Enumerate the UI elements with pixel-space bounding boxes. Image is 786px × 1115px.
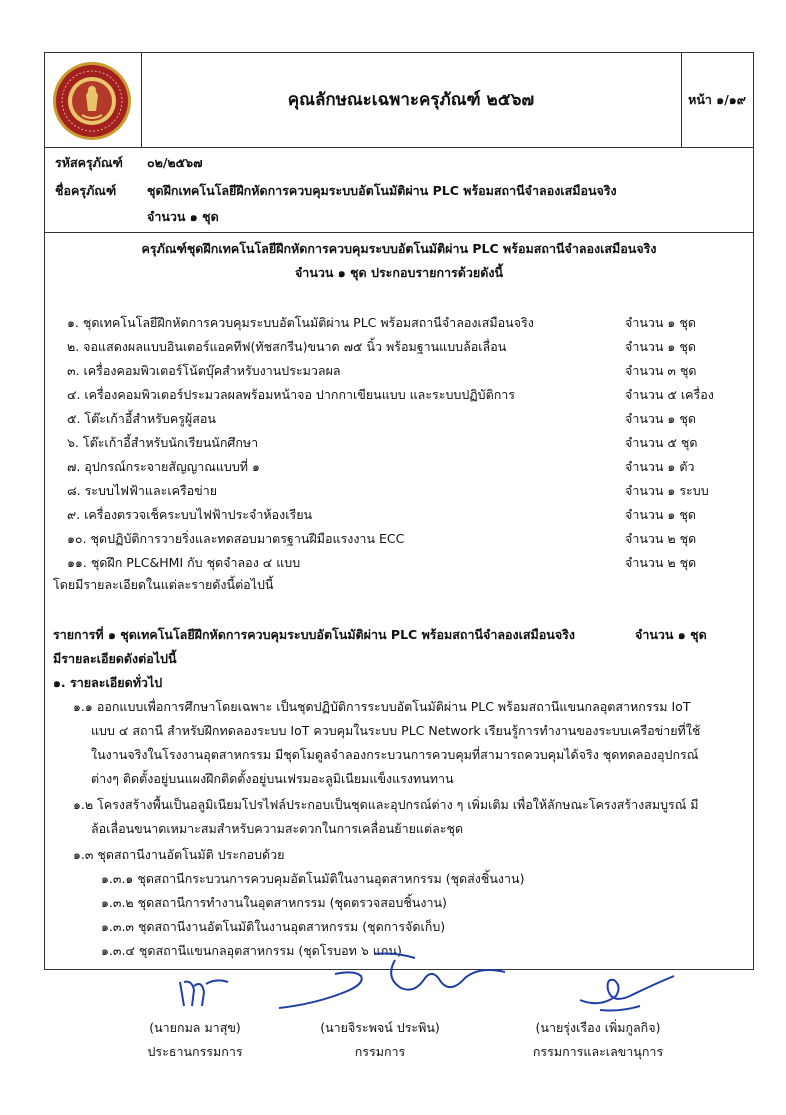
- intro-line-2: จำนวน ๑ ชุด ประกอบรายการด้วยดังนี้: [294, 265, 503, 280]
- intro-line-1: ครุภัณฑ์ชุดฝึกเทคโนโลยีฝึกหัดการควบคุมระบบอัตโนมัติผ่าน PLC พร้อมสถานีจำลองเสมือนจริง: [141, 241, 657, 256]
- section-heading: รายการที่ ๑ ชุดเทคโนโลยีฝึกหัดการควบคุมระบบอัตโนมัติผ่าน PLC พร้อมสถานีจำลองเสมือนจริง: [53, 627, 575, 642]
- sub-list-item: ๑.๓.๒ ชุดสถานีการทำงานในอุตสาหกรรม (ชุดตรวจสอบชิ้นงาน): [101, 895, 447, 910]
- paragraph-line: ในงานจริงในโรงงานอุตสาหกรรม มีชุดโมดูลจำลองกระบวนการควบคุมที่สามารถควบคุมได้จริง ชุดทดลองอุปกรณ์: [91, 747, 699, 762]
- list-item-qty: จำนวน ๑ ชุด: [625, 315, 696, 330]
- list-item-qty: จำนวน ๑ ชุด: [625, 507, 696, 522]
- list-item: ๑๑. ชุดฝึก PLC&HMI กับ ชุดจำลอง ๔ แบบ: [67, 555, 301, 570]
- sub-list-item: ๑.๓.๔ ชุดสถานีแขนกลอุตสาหกรรม (ชุดโรบอท ๖ แกน): [101, 943, 402, 958]
- signatory-1-role: ประธานกรรมการ: [147, 1044, 243, 1059]
- list-item: ๙. เครื่องตรวจเช็คระบบไฟฟ้าประจำห้องเรียน: [67, 507, 313, 522]
- items-footer: โดยมีรายละเอียดในแต่ละรายดังนี้ต่อไปนี้: [53, 577, 274, 592]
- section-subheading: มีรายละเอียดดังต่อไปนี้: [53, 651, 177, 666]
- list-item-qty: จำนวน ๕ เครื่อง: [625, 387, 714, 402]
- code-value: ๐๒/๒๕๖๗: [147, 155, 203, 170]
- code-label: รหัสครุภัณฑ์: [55, 155, 123, 170]
- list-item-qty: จำนวน ๑ ระบบ: [625, 483, 709, 498]
- page-number: หน้า ๑/๑๙: [688, 92, 746, 107]
- list-item-qty: จำนวน ๑ ชุด: [625, 411, 696, 426]
- paragraph-line: ๑.๓ ชุดสถานีงานอัตโนมัติ ประกอบด้วย: [73, 847, 285, 862]
- document-frame: [44, 52, 754, 970]
- general-details-heading: ๑. รายละเอียดทั่วไป: [53, 675, 163, 690]
- paragraph-line: ๑.๑ ออกแบบเพื่อการศึกษาโดยเฉพาะ เป็นชุดปฏิบัติการระบบอัตโนมัติผ่าน PLC พร้อมสถานีแขนกลอุตสาหกรรม IoT: [73, 699, 691, 714]
- list-item: ๕. โต๊ะเก้าอี้สำหรับครูผู้สอน: [67, 411, 216, 426]
- paragraph-line: ๑.๒ โครงสร้างพื้นเป็นอลูมิเนียมโปรไฟล์ประกอบเป็นชุดและอุปกรณ์ต่าง ๆ เพิ่มเติม เพื่อให้ลักษณะโครงสร้างสมบูรณ์ มี: [73, 797, 699, 812]
- paragraph-line: แบบ ๔ สถานี สำหรับฝึกทดลองระบบ IoT ควบคุมในระบบ PLC Network เรียนรู้การทำงานของระบบเครือข่ายที่ใช้: [91, 723, 701, 738]
- list-item-qty: จำนวน ๕ ชุด: [625, 435, 698, 450]
- list-item: ๔. เครื่องคอมพิวเตอร์ประมวลผลพร้อมหน้าจอ ปากกาเขียนแบบ และระบบปฏิบัติการ: [67, 387, 516, 402]
- list-item: ๑๐. ชุดปฏิบัติการวายริ่งและทดสอบมาตรฐานฝีมือแรงงาน ECC: [67, 531, 405, 546]
- section-heading-qty: จำนวน ๑ ชุด: [635, 627, 707, 642]
- name-label: ชื่อครุภัณฑ์: [55, 183, 117, 198]
- signatory-1-name: (นายกมล มาสุข): [149, 1020, 241, 1035]
- signatory-3-role: กรรมการและเลขานุการ: [532, 1044, 664, 1059]
- signature-3: [570, 966, 680, 1016]
- list-item: ๒. จอแสดงผลแบบอินเตอร์แอคทีฟ(ทัชสกรีน)ขนาด ๗๕ นิ้ว พร้อมฐานแบบล้อเลื่อน: [67, 339, 507, 354]
- paragraph-line: ล้อเลื่อนขนาดเหมาะสมสำหรับความสะดวกในการเคลื่อนย้ายแต่ละชุด: [91, 821, 464, 836]
- signature-2: [275, 948, 515, 1018]
- sub-list-item: ๑.๓.๓ ชุดสถานีงานอัตโนมัติในงานอุตสาหกรรม (ชุดการจัดเก็บ): [101, 919, 446, 934]
- signature-1: [170, 972, 270, 1012]
- signatory-3-name: (นายรุ่งเรือง เพิ่มกูลกิจ): [535, 1020, 661, 1035]
- list-item: ๑. ชุดเทคโนโลยีฝึกหัดการควบคุมระบบอัตโนมัติผ่าน PLC พร้อมสถานีจำลองเสมือนจริง: [67, 315, 534, 330]
- item-meta: [45, 147, 753, 233]
- list-item-qty: จำนวน ๒ ชุด: [625, 555, 697, 570]
- document-title: คุณลักษณะเฉพาะครุภัณฑ์ ๒๕๖๗: [141, 53, 682, 147]
- list-item: ๖. โต๊ะเก้าอี้สำหรับนักเรียนนักศึกษา: [67, 435, 259, 450]
- signatory-2-name: (นายจิระพจน์ ประพิน): [320, 1020, 440, 1035]
- document-header: [45, 53, 753, 148]
- list-item-qty: จำนวน ๑ ตัว: [625, 459, 695, 474]
- vocational-commission-logo: [52, 61, 132, 141]
- qty-value: จำนวน ๑ ชุด: [147, 209, 219, 224]
- list-item: ๓. เครื่องคอมพิวเตอร์โน้ตบุ๊คสำหรับงานประมวลผล: [67, 363, 341, 378]
- paragraph-line: ต่างๆ ติดตั้งอยู่บนแผงฝึกติดตั้งอยู่บนเฟรมอะลูมิเนียมแข็งแรงทนทาน: [91, 771, 454, 786]
- sub-list-item: ๑.๓.๑ ชุดสถานีกระบวนการควบคุมอัตโนมัติในงานอุตสาหกรรม (ชุดส่งชิ้นงาน): [101, 871, 525, 886]
- name-value: ชุดฝึกเทคโนโลยีฝึกหัดการควบคุมระบบอัตโนมัติผ่าน PLC พร้อมสถานีจำลองเสมือนจริง: [147, 183, 617, 198]
- list-item: ๘. ระบบไฟฟ้าและเครือข่าย: [67, 483, 218, 498]
- list-item-qty: จำนวน ๒ ชุด: [625, 531, 697, 546]
- list-item-qty: จำนวน ๑ ชุด: [625, 339, 696, 354]
- list-item: ๗. อุปกรณ์กระจายสัญญาณแบบที่ ๑: [67, 459, 260, 474]
- logo-cell: [45, 53, 142, 147]
- signatory-2-role: กรรมการ: [354, 1044, 406, 1059]
- list-item-qty: จำนวน ๓ ชุด: [625, 363, 697, 378]
